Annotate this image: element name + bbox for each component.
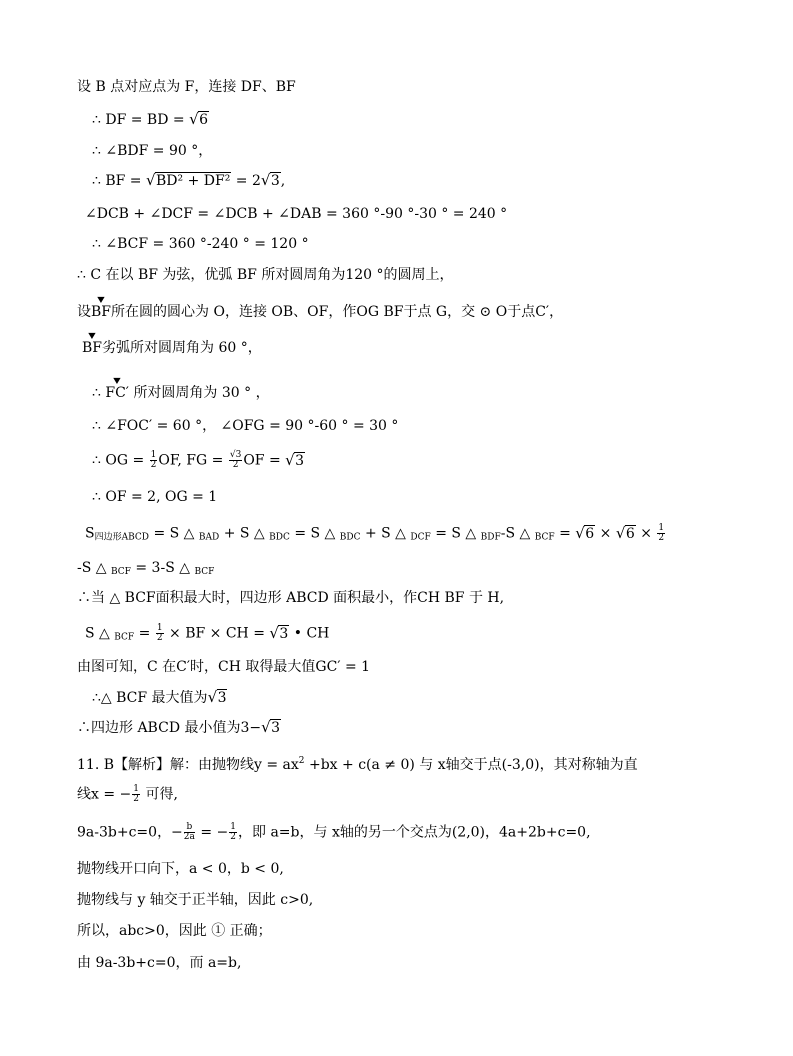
text-line: 抛物线与 y 轴交于正半轴，因此 c>0, bbox=[77, 892, 314, 908]
text-line: 由 9a-3b+c=0，而 a=b, bbox=[77, 955, 242, 971]
text-line: -S △ $_{BCF}$ = 3-S △ $_{BCF}$ bbox=[77, 560, 215, 577]
text-line: BF ▼劣弧所对圆周角为 60 °， bbox=[82, 339, 262, 357]
fraction: $\frac{1}{2}$ bbox=[658, 523, 665, 543]
sqrt: √ 3 bbox=[261, 172, 281, 190]
text-line: ∴△ BCF 最大值为√ 3 bbox=[92, 689, 227, 707]
sqrt: √ 3 bbox=[208, 689, 228, 707]
text-line: S △ $_{BCF}$ = $\frac{1}{2}$ × BF × CH = √ 3 • CH bbox=[85, 624, 329, 647]
fraction: $\frac{b}{2a}$ bbox=[183, 822, 195, 842]
fraction: $\frac{1}{2}$ bbox=[230, 822, 236, 842]
text-line: 抛物线开口向下，a < 0，b < 0, bbox=[77, 861, 284, 877]
text-line: 所以，abc>0，因此 ① 正确； bbox=[77, 923, 272, 939]
sqrt: √ 3 bbox=[285, 452, 305, 470]
text-line: ∴ FC′ ▼ 所对圆周角为 30 ° ， bbox=[92, 384, 270, 402]
fraction: $\frac{√3}{2}$ bbox=[229, 450, 242, 470]
text-line: 设BF ▼所在圆的圆心为 O，连接 OB、OF，作OG BF于点 G，交 ⊙ O于点C′， bbox=[77, 303, 563, 321]
sqrt: √ BD² + DF² bbox=[146, 172, 231, 190]
sqrt: √ 6 bbox=[189, 111, 209, 129]
fraction: $\frac{1}{2}$ bbox=[150, 450, 157, 470]
text-line: 设 B 点对应点为 F，连接 DF、BF bbox=[77, 79, 296, 95]
text-line: ∴四边形 ABCD 最小值为3−√ 3 bbox=[77, 719, 281, 737]
text-line: ∴ DF = BD = √ 6 bbox=[92, 111, 209, 129]
arc-symbol: BF ▼ bbox=[82, 339, 102, 357]
text-line: ∴ ∠FOC′ = 60 °， ∠OFG = 90 °-60 ° = 30 ° bbox=[92, 418, 399, 434]
text-line: ∴当 △ BCF面积最大时，四边形 ABCD 面积最小，作CH BF 于 H, bbox=[77, 590, 505, 606]
arc-symbol: FC′ ▼ bbox=[105, 384, 129, 402]
text-line: ∴ ∠BCF = 360 °-240 ° = 120 ° bbox=[92, 236, 309, 252]
fraction: $\frac{1}{2}$ bbox=[156, 623, 163, 643]
text-line: ∠DCB + ∠DCF = ∠DCB + ∠DAB = 360 °-90 °-30 ° = 240 ° bbox=[85, 206, 508, 222]
sqrt: √ 3 bbox=[269, 625, 289, 643]
sqrt: √ 6 bbox=[616, 525, 636, 543]
text-line: ∴ C 在以 BF 为弦，优弧 BF 所对圆周角为120 °的圆周上， bbox=[77, 267, 454, 283]
sqrt: √ 6 bbox=[575, 525, 595, 543]
text-line: 9a-3b+c=0，− $\frac{b}{2a}$ = − $\frac{1}{2}$ ，即 a=b，与 x轴的另一个交点为(2,0)，4a+2b+c=0, bbox=[77, 822, 591, 842]
text-line: $S_{四边形ABCD} = S$ △ $_{BAD}$ + S △ $_{BDC}$ = S △ $_{BDC}$ + S △ $_{DCF}$ = S △ $_{BDF}$-S △ $_{BCF}$ = √ 6 × √ 6 × $\frac{1}{2}$ bbox=[85, 524, 666, 547]
text-line: ∴ ∠BDF = 90 °， bbox=[92, 143, 213, 159]
text-line: ∴ OF = 2, OG = 1 bbox=[92, 489, 218, 505]
fraction: $\frac{1}{2}$ bbox=[133, 784, 139, 804]
text-line: ∴ OG = $\frac{1}{2}$ OF, FG = $\frac{√3}{2}$ OF = √ 3 bbox=[92, 451, 305, 470]
arc-symbol: BF ▼ bbox=[91, 303, 111, 321]
text-line: 由图可知，C 在C′时，CH 取得最大值GC′ = 1 bbox=[77, 659, 371, 675]
text-line: 线x = − $\frac{1}{2}$ 可得, bbox=[77, 784, 178, 804]
text-line: ∴ BF = √ BD² + DF² = 2√ 3, bbox=[92, 172, 285, 190]
text-line: 11. B【解析】解：由抛物线$y = ax^2 +bx + c(a \ne 0)$ 与 x轴交于点(-3,0)，其对称轴为直 bbox=[77, 756, 638, 773]
sqrt: √ 3 bbox=[261, 719, 281, 737]
